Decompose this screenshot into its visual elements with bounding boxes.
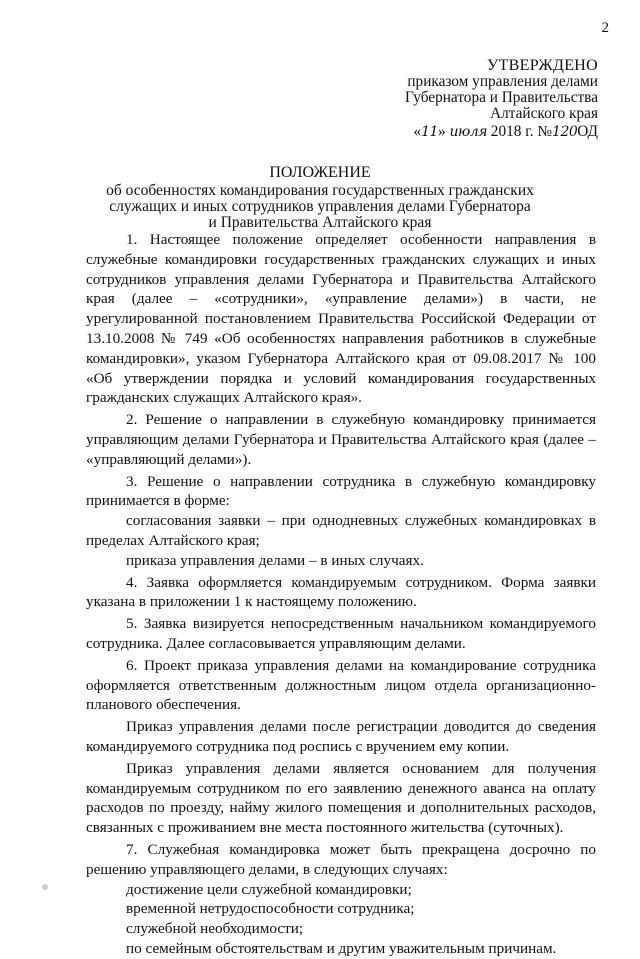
document-body — [86, 230, 596, 959]
approval-title: УТВЕРЖДЕНО — [486, 57, 598, 74]
approval-line: Алтайского края — [490, 105, 598, 122]
paragraph: 6. Проект приказа управления делами на командирование сотрудника оформляется ответственным должностным лицом отдела организационно-планового обеспечения. — [86, 656, 596, 714]
order-year: 2018 г. № — [486, 123, 553, 140]
title-line: служащих и иных сотрудников управления делами Губернатора — [109, 198, 531, 215]
list-item: временной нетрудоспособности сотрудника; — [126, 900, 415, 918]
paragraph: 7. Служебная командировка может быть прекращена досрочно по решению управляющего делами, в следующих случаях: — [86, 840, 596, 878]
order-prefix: « — [413, 123, 422, 140]
paragraph: 1. Настоящее положение определяет особенности направления в служебные командировки государственных гражданских служащих и иных сотрудников управления делами Губернатора и Правительства Алтайского края (далее – «сотрудники», «управление делами») в части, не урегулированной постановлением Правительства Российской Федерации от 13.10.2008 № 749 «Об особенностях направления работников в служебные командировки», указом Губернатора Алтайского края от 09.08.2017 № 100 «Об утверждении порядка и условий командирования государственных гражданских служащих Алтайского края». — [86, 231, 596, 407]
title-line: и Правительства Алтайского края — [208, 214, 432, 231]
handwritten-number: 120 — [552, 124, 578, 140]
list-item: по семейным обстоятельствам и другим уважительным причинам. — [126, 939, 557, 957]
title-heading: ПОЛОЖЕНИЕ — [269, 164, 371, 181]
paragraph: 4. Заявка оформляется командируемым сотрудником. Форма заявки указана в приложении 1 к настоящему положению. — [86, 573, 596, 611]
paragraph: 3. Решение о направлении сотрудника в служебную командировку принимается в форме: — [86, 472, 596, 510]
handwritten-month: июля — [449, 124, 487, 140]
order-mid: » — [437, 123, 450, 140]
order-suffix: ОД — [577, 123, 598, 140]
approval-line: Губернатора и Правительства — [405, 89, 598, 106]
list-item: служебной необходимости; — [126, 920, 304, 938]
page-number: 2 — [601, 20, 609, 36]
paragraph: Приказ управления делами после регистрации доводится до сведения командируемого сотрудника под роспись с вручением ему копии. — [86, 718, 596, 755]
paragraph: 2. Решение о направлении в служебную командировку принимается управляющим делами Губернатора и Правительства Алтайского края (далее – «управляющий делами»). — [86, 411, 596, 468]
list-item: достижение цели служебной командировки; — [126, 880, 412, 898]
document-title — [0, 165, 640, 231]
approval-stamp — [405, 58, 598, 140]
scan-mark — [42, 884, 48, 890]
handwritten-day: 11 — [421, 124, 438, 140]
approval-line: приказом управления делами — [407, 73, 598, 90]
title-line: об особенностях командирования государственных гражданских — [106, 182, 534, 199]
list-item: приказа управления делами – в иных случаях. — [126, 551, 424, 569]
order-date-number — [405, 124, 598, 140]
paragraph: 5. Заявка визируется непосредственным начальником командируемого сотрудника. Далее согласовывается управляющим делами. — [86, 615, 596, 652]
paragraph: Приказ управления делами является основанием для получения командируемым сотрудником по его заявлению денежного аванса на оплату расходов по проезду, найму жилого помещения и дополнительных расходов, связанных с проживанием вне места постоянного жительства (суточных). — [86, 759, 596, 837]
list-item: согласования заявки – при однодневных служебных командировках в пределах Алтайского края; — [86, 512, 596, 549]
